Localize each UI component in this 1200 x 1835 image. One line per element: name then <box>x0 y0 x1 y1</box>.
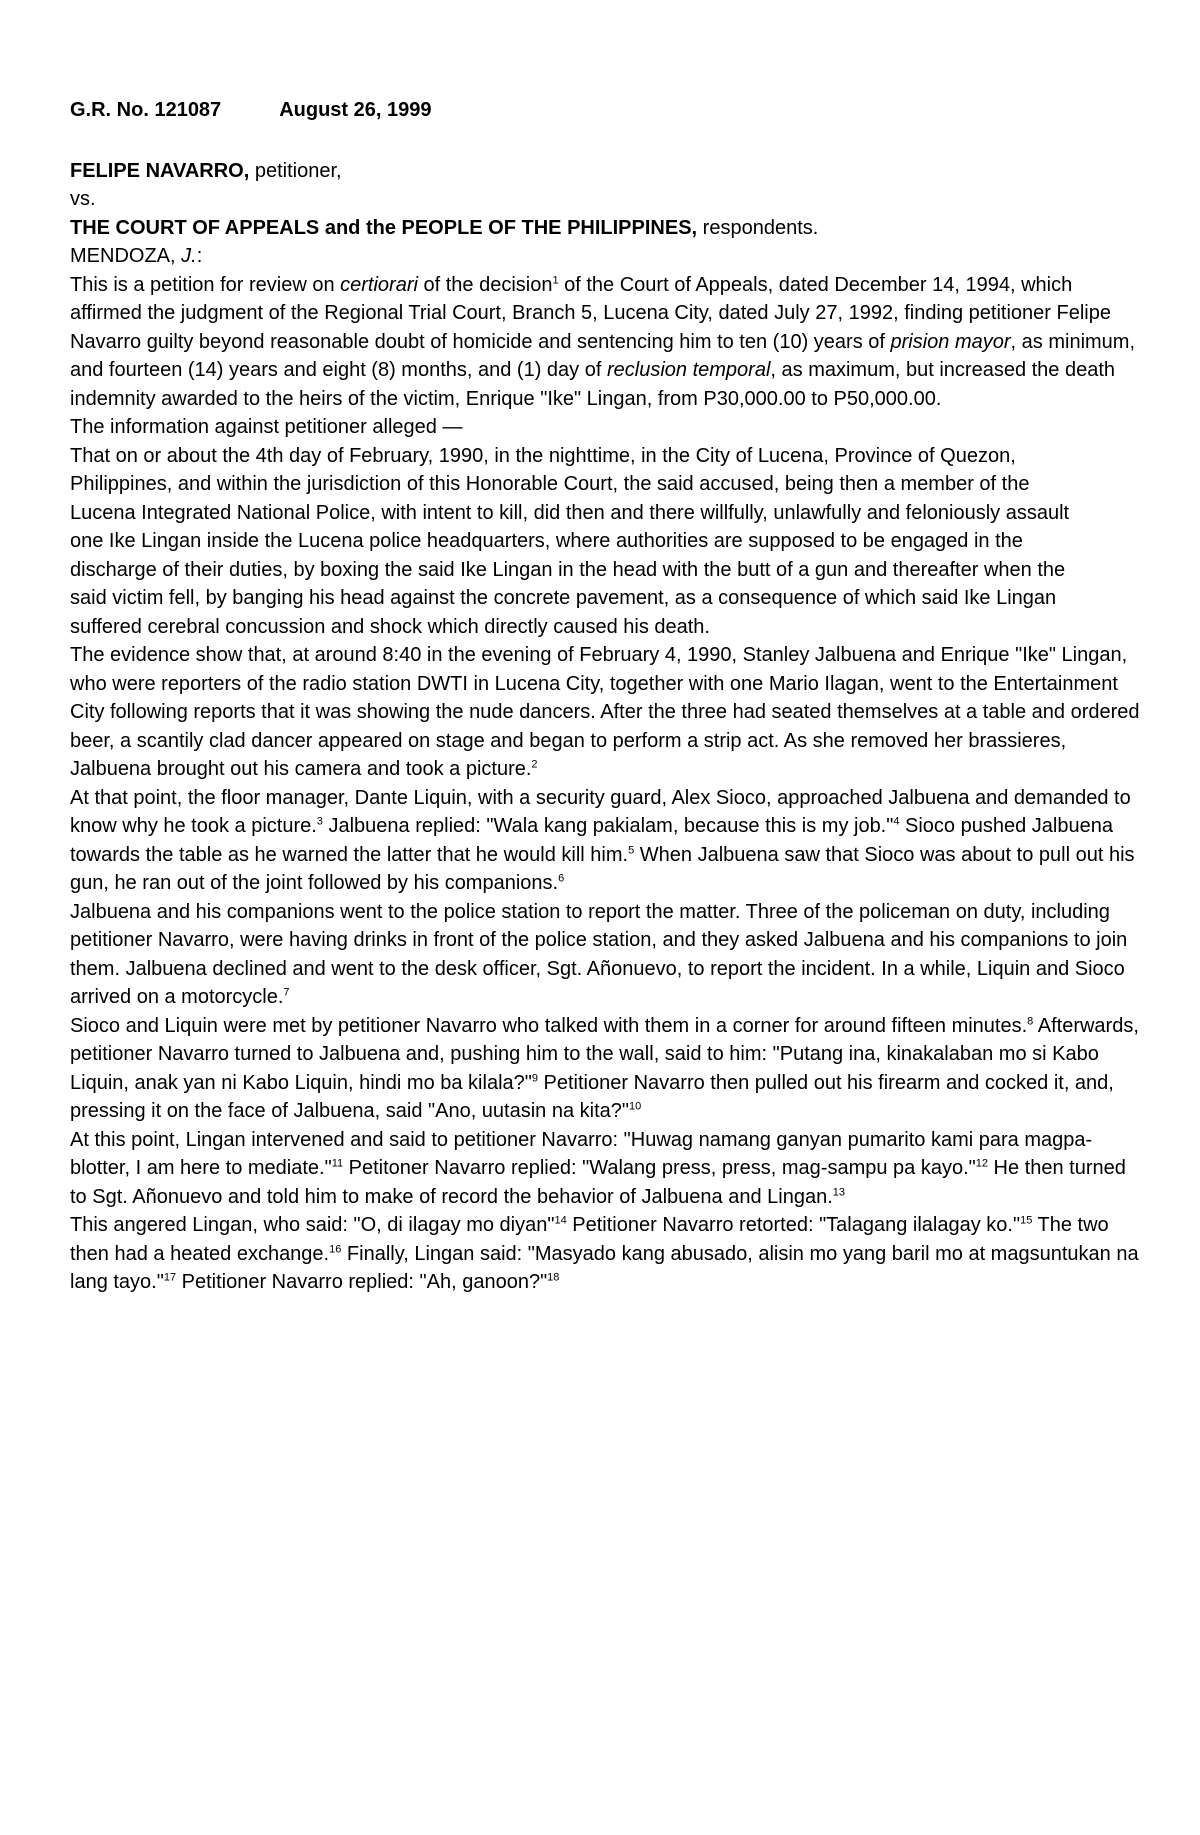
footnote-ref[interactable]: 7 <box>283 986 290 999</box>
footnote-ref[interactable]: 14 <box>554 1214 567 1227</box>
paragraph-text: , as minimum, and fourteen (14) years and eight (8) months, and (1) day of <box>70 330 1136 381</box>
ponente-name: MENDOZA, <box>70 245 182 267</box>
versus-line: vs. <box>70 188 96 210</box>
case-header <box>70 96 1145 125</box>
footnote-ref[interactable]: 5 <box>628 843 635 856</box>
paragraph-text: At this point, Lingan intervened and said to petitioner Navarro: "Huwag namang ganyan pumarito kami para magpa-blotter, I am here to mediate." <box>70 1128 1093 1179</box>
footnote-ref[interactable]: 15 <box>1020 1214 1033 1227</box>
paragraph-6 <box>70 1012 1145 1126</box>
paragraph-text: He then turned to Sgt. Añonuevo and told him to make of record the behavior of Jalbuena and Lingan. <box>70 1157 1126 1208</box>
paragraph-text: Petitioner Navarro retorted: "Talagang ilalagay ko." <box>566 1214 1021 1236</box>
ponente-suffix: J. <box>181 245 197 267</box>
respondents-line <box>70 214 1145 243</box>
paragraph-text: When Jalbuena saw that Sioco was about to pull out his gun, he ran out of the joint followed by his companions. <box>70 843 1135 894</box>
document-body <box>70 96 1145 1297</box>
italic-term: certiorari <box>340 273 418 296</box>
paragraph-text: This is a petition for review on <box>70 273 341 296</box>
paragraph-text: Jalbuena replied: "Wala kang pakialam, because this is my job." <box>322 815 894 837</box>
paragraph-text: Petitoner Navarro replied: "Walang press, press, mag-sampu pa kayo." <box>343 1157 976 1179</box>
paragraph-text: This angered Lingan, who said: "O, di ilagay mo diyan" <box>70 1214 555 1236</box>
italic-term: prision mayor <box>890 330 1011 353</box>
case-parties <box>70 157 1145 243</box>
respondents-name: THE COURT OF APPEALS and the PEOPLE OF THE PHILIPPINES, <box>70 216 698 239</box>
paragraph-text: Sioco and Liquin were met by petitioner Navarro who talked with them in a corner for around fifteen minutes. <box>70 1014 1028 1037</box>
petitioner-line <box>70 157 1145 186</box>
paragraph-1 <box>70 271 1145 414</box>
case-number: G.R. No. 121087 <box>70 99 222 121</box>
paragraph-text: of the decision <box>417 273 553 296</box>
respondents-role: respondents. <box>697 216 819 239</box>
footnote-ref[interactable]: 3 <box>316 815 323 828</box>
paragraph-8 <box>70 1211 1145 1297</box>
paragraph-text: The evidence show that, at around 8:40 in the evening of February 4, 1990, Stanley Jalbuena and Enrique "Ike" Lingan, who were reporters of the radio station DWTI in Lucena City, together with one Mario Ilagan, went to the Entertainment City following reports that it was showing the nude dancers. After the three had seated themselves at a table and ordered beer, a scantily clad dancer appeared on stage and began to perform a strip act. As she removed her brassieres, Jalbuena brought out his camera and took a picture. <box>70 644 1140 780</box>
paragraph-text: Finally, Lingan said: "Masyado kang abusado, alisin mo yang baril mo at magsuntukan na lang tayo." <box>70 1242 1139 1293</box>
paragraph-text: Petitioner Navarro then pulled out his firearm and cocked it, and, pressing it on the face of Jalbuena, said "Ano, uutasin na kita?" <box>70 1071 1114 1122</box>
case-date: August 26, 1999 <box>279 99 432 121</box>
paragraph-text: , as maximum, but increased the death indemnity awarded to the heirs of the victim, Enrique "Ike" Lingan, from P30,000.00 to P50,000.00. <box>70 359 1116 410</box>
footnote-ref[interactable]: 18 <box>547 1271 560 1284</box>
paragraph-2: The information against petitioner alleged — <box>70 416 463 438</box>
petitioner-name: FELIPE NAVARRO, <box>70 159 250 182</box>
paragraph-text: Afterwards, petitioner Navarro turned to Jalbuena and, pushing him to the wall, said to him: "Putang ina, kinakalaban mo si Kabo Liquin, anak yan ni Kabo Liquin, hindi mo ba kilala?" <box>70 1014 1139 1094</box>
footnote-ref[interactable]: 6 <box>558 872 565 885</box>
ponente-line <box>70 242 1145 271</box>
paragraph-7 <box>70 1126 1145 1212</box>
footnote-ref[interactable]: 11 <box>331 1157 344 1170</box>
italic-term: reclusion temporal <box>606 359 771 381</box>
footnote-ref[interactable]: 12 <box>975 1157 988 1170</box>
footnote-ref[interactable]: 9 <box>531 1071 538 1084</box>
information-quote: That on or about the 4th day of February, 1990, in the nighttime, in the City of Lucena, Province of Quezon, Philippines, and within the jurisdiction of this Honorable Court, the said accused, being then a member of the Lucena Integrated National Police, with intent to kill, did then and there willfully, unlawfully and feloniously assault one Ike Lingan inside the Lucena police headquarters, where authorities are supposed to be engaged in the discharge of their duties, by boxing the said Ike Lingan in the head with the butt of a gun and thereafter when the said victim fell, by banging his head against the concrete pavement, as a consequence of which said Ike Lingan suffered cerebral concussion and shock which directly caused his death. <box>70 444 1070 638</box>
paragraph-text: of the Court of Appeals, dated December 14, 1994, which affirmed the judgment of the Regional Trial Court, Branch 5, Lucena City, dated July 27, 1992, finding petitioner Felipe Navarro guilty beyond reasonable doubt of homicide and sentencing him to ten (10) years of <box>70 273 1111 353</box>
paragraph-text: The two then had a heated exchange. <box>70 1214 1109 1265</box>
petitioner-role: petitioner, <box>249 159 342 182</box>
paragraph-text: Jalbuena and his companions went to the police station to report the matter. Three of the policeman on duty, including petitioner Navarro, were having drinks in front of the police station, and they asked Jalbuena and his companions to join them. Jalbuena declined and went to the desk officer, Sgt. Añonuevo, to report the incident. In a while, Liquin and Sioco arrived on a motorcycle. <box>70 900 1128 1008</box>
footnote-ref[interactable]: 10 <box>629 1100 642 1113</box>
ponente-colon: : <box>196 245 203 267</box>
paragraph-3 <box>70 641 1145 784</box>
footnote-ref[interactable]: 16 <box>329 1242 342 1255</box>
paragraph-5 <box>70 898 1145 1012</box>
paragraph-text: Petitioner Navarro replied: "Ah, ganoon?" <box>176 1271 548 1293</box>
footnote-ref[interactable]: 8 <box>1027 1014 1034 1027</box>
paragraph-text: Sioco pushed Jalbuena towards the table as he warned the latter that he would kill him. <box>70 815 1113 866</box>
paragraph-4 <box>70 784 1145 898</box>
footnote-ref[interactable]: 2 <box>531 758 538 771</box>
footnote-ref[interactable]: 13 <box>832 1185 845 1198</box>
paragraph-text: At that point, the floor manager, Dante Liquin, with a security guard, Alex Sioco, approached Jalbuena and demanded to know why he took a picture. <box>70 786 1131 837</box>
footnote-ref[interactable]: 1 <box>552 273 559 286</box>
footnote-ref[interactable]: 17 <box>163 1271 177 1284</box>
footnote-ref[interactable]: 4 <box>893 815 900 828</box>
